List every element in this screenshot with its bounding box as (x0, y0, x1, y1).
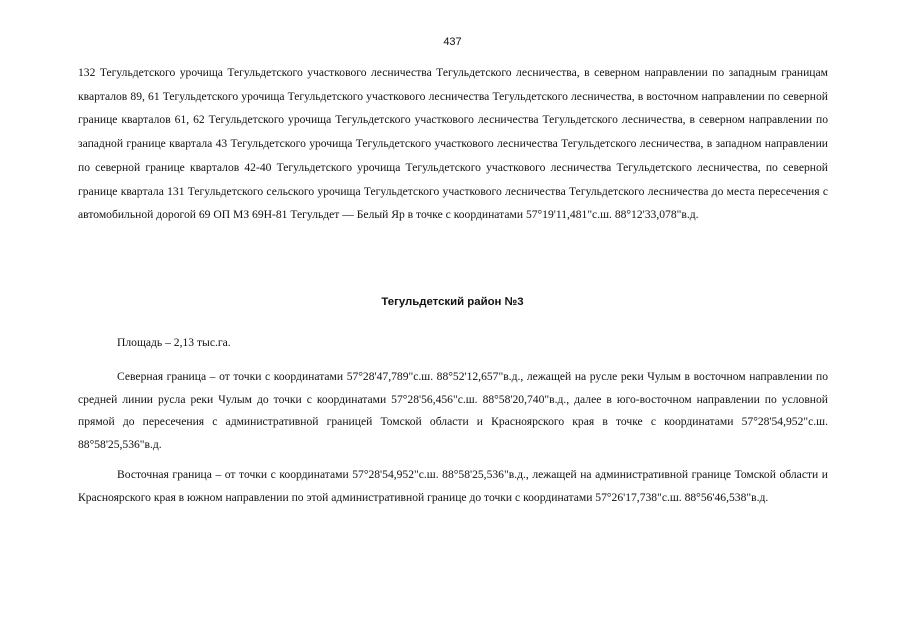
east-border-paragraph: Восточная граница – от точки с координатами 57°28'54,952"с.ш. 88°58'25,536"в.д., лежащей на административной границе Томской области и Красноярского края в южном направлении по этой административной границе до точки с координатами 57°26'17,738"с.ш. 88°56'46,538"в.д. (78, 468, 828, 504)
continued-paragraph: 132 Тегульдетского урочища Тегульдетского участкового лесничества Тегульдетского лесничества, в северном направлении по западным границам кварталов 89, 61 Тегульдетского урочища Тегульдетского участкового лесничества Тегульдетского лесничества, в восточном направлении по северной границе кварталов 61, 62 Тегульдетского урочища Тегульдетского участкового лесничества Тегульдетского лесничества, в северном направлении по западной границе квартала 43 Тегульдетского урочища Тегульдетского участкового лесничества Тегульдетского лесничества, в западном направлении по северной границе кварталов 42-40 Тегульдетского урочища Тегульдетского участкового лесничества Тегульдетского лесничества, по северной границе квартала 131 Тегульдетского сельского урочища Тегульдетского участкового лесничества Тегульдетского лесничества до места пересечения с автомобильной дорогой 69 ОП МЗ 69Н-81 Тегульдет — Белый Яр в точке с координатами 57°19'11,481"с.ш. 88°12'33,078"в.д. (78, 66, 828, 222)
north-border-paragraph: Северная граница – от точки с координатами 57°28'47,789"с.ш. 88°52'12,657"в.д., лежащей на русле реки Чулым в восточном направлении по средней линии русла реки Чулым до точки с координатами 57°28'56,456"с.ш. 88°58'20,740"в.д., далее в юго-восточном направлении по условной прямой до пересечения с административной границей Томской области и Красноярского края в точке с координатами 57°28'54,952"с.ш. 88°58'25,536"в.д. (78, 370, 828, 451)
section-heading: Тегульдетский район №3 (381, 296, 524, 308)
area-line: Площадь – 2,13 тыс.га. (117, 336, 231, 349)
page-number: 437 (443, 36, 462, 48)
